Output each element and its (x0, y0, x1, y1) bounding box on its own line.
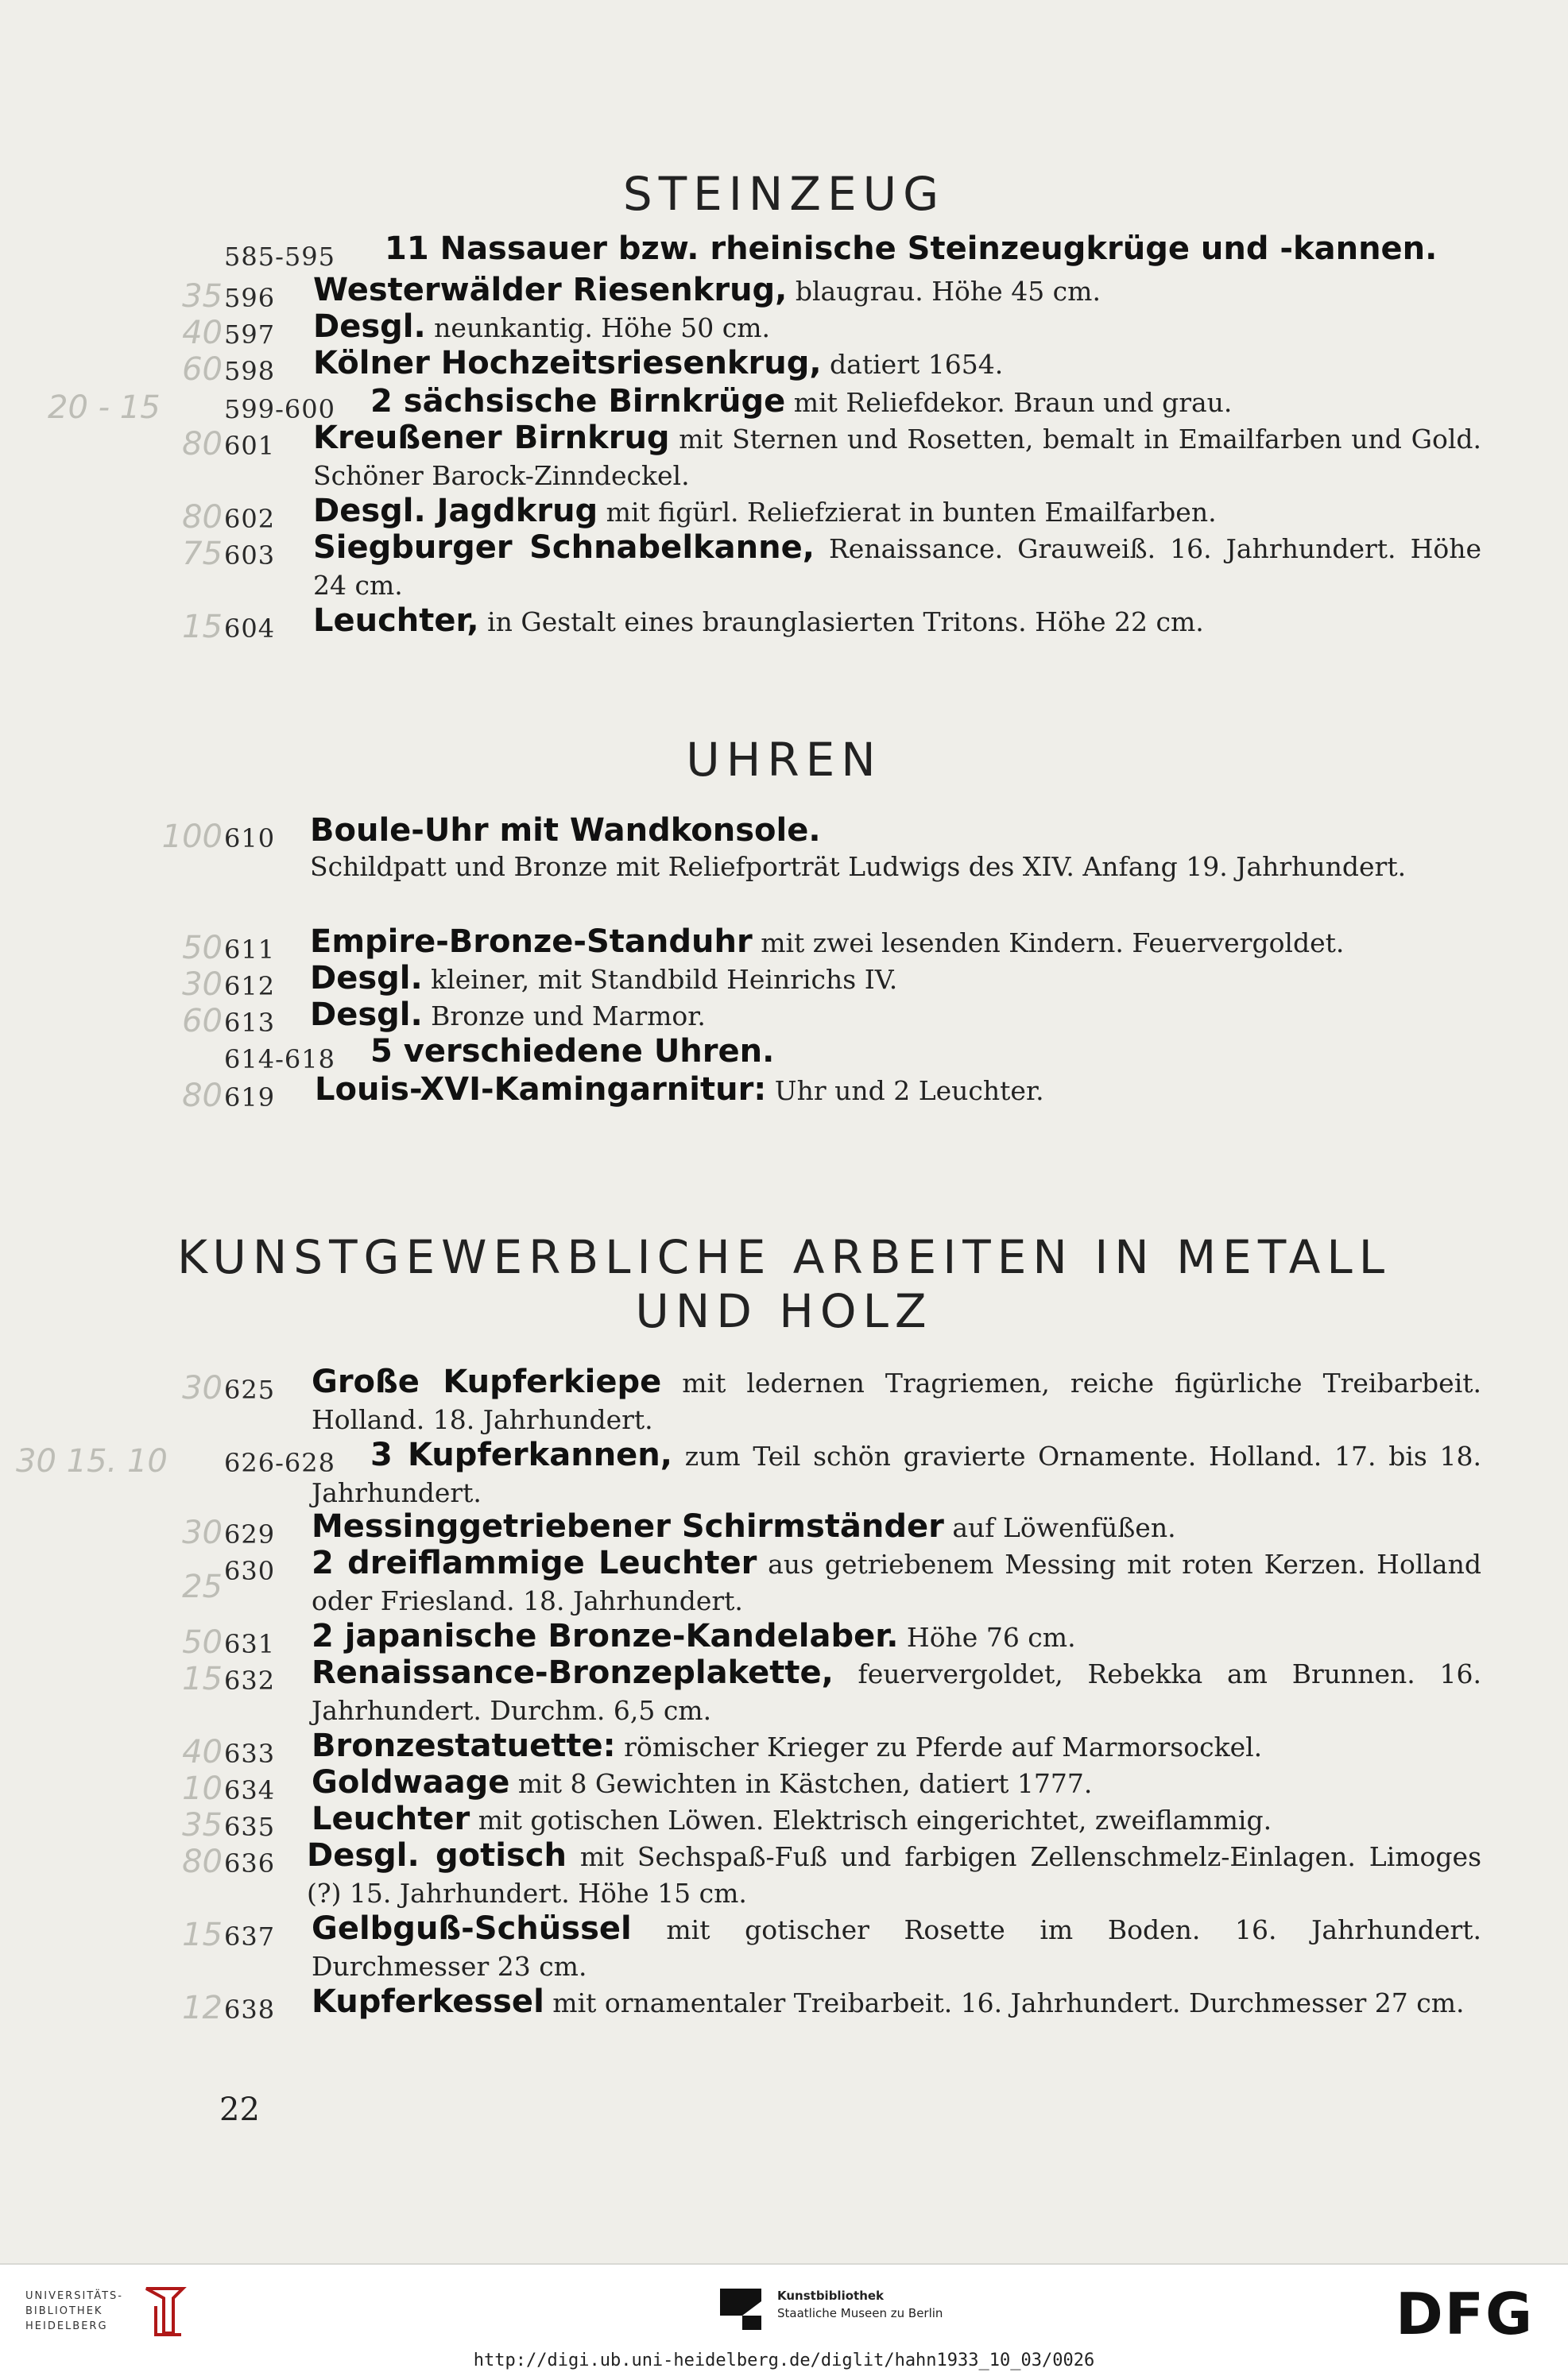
lot-number: 603 (224, 540, 276, 571)
handwritten-price: 50 (182, 1624, 223, 1661)
handwritten-price: 80 (182, 499, 223, 536)
entry-text: Leuchter, in Gestalt eines braunglasierten Tritons. Höhe 22 cm. (313, 602, 1204, 639)
handwritten-price: 80 (182, 1844, 223, 1880)
lot-number: 599-600 (224, 394, 335, 424)
lot-number: 631 (224, 1629, 276, 1659)
entry-text: Goldwaage mit 8 Gewichten in Kästchen, datiert 1777. (312, 1764, 1093, 1801)
entry-text: Westerwälder Riesenkrug, blaugrau. Höhe 45 cm. (313, 272, 1101, 308)
entry-text: Empire-Bronze-Standuhr mit zwei lesenden Kindern. Feuervergoldet. (310, 923, 1345, 960)
handwritten-price: 15 (182, 1661, 223, 1697)
entry-text: Boule-Uhr mit Wandkonsole. Schildpatt und Bronze mit Reliefporträt Ludwigs des XIV. Anfang 19. Jahrhundert. (310, 812, 1407, 882)
handwritten-price: 10 (182, 1770, 223, 1807)
entry-text: Desgl. Bronze und Marmor. (310, 996, 706, 1033)
lot-number: 634 (224, 1775, 276, 1805)
handwritten-price: 35 (182, 1807, 223, 1844)
handwritten-price: 30 (182, 1515, 223, 1551)
lot-number: 638 (224, 1995, 276, 2025)
lot-number: 604 (224, 613, 276, 644)
entry-text: Bronzestatuette: römischer Krieger zu Pferde auf Marmorsockel. (312, 1728, 1263, 1764)
entry-text: Kupferkessel mit ornamentaler Treibarbeit. 16. Jahrhundert. Durchmesser 27 cm. (312, 1983, 1465, 2020)
section-title-metall-line1: KUNSTGEWERBLICHE ARBEITEN IN METALL (176, 1230, 1392, 1284)
handwritten-price: 60 (182, 351, 223, 388)
lot-number: 610 (224, 823, 276, 853)
lot-number: 596 (224, 283, 276, 313)
kunstbibliothek-title: Kunstbibliothek (777, 2289, 885, 2303)
handwritten-price: 100 (161, 818, 223, 855)
handwritten-price: 50 (182, 930, 223, 966)
entry-text: 2 japanische Bronze-Kandelaber. Höhe 76 cm. (312, 1618, 1076, 1654)
handwritten-price: 35 (182, 278, 223, 315)
ub-heidelberg-logo-icon[interactable] (141, 2282, 189, 2339)
lot-number: 625 (224, 1375, 276, 1405)
lot-number: 637 (224, 1921, 276, 1952)
entry-text: Messinggetriebener Schirmständer auf Löwenfüßen. (312, 1508, 1176, 1545)
entry-text: Leuchter mit gotischen Löwen. Elektrisch eingerichtet, zweiflammig. (312, 1801, 1272, 1837)
entry-text: Desgl. Jagdkrug mit figürl. Reliefzierat in bunten Emailfarben. (313, 493, 1217, 529)
handwritten-price: 80 (182, 426, 223, 462)
lot-number: 611 (224, 935, 276, 965)
page-number: 22 (219, 2092, 260, 2128)
kunstbibliothek-label (777, 2287, 943, 2322)
lot-number: 612 (224, 971, 276, 1001)
library-name: UNIVERSITÄTS- BIBLIOTHEK HEIDELBERG (25, 2290, 123, 2332)
handwritten-price: 20 - 15 (48, 389, 161, 426)
lot-number: 602 (224, 504, 276, 534)
lot-number: 633 (224, 1739, 276, 1769)
viewer-footer (0, 2263, 1568, 2376)
handwritten-price: 40 (182, 315, 223, 351)
entry-text: 11 Nassauer bzw. rheinische Steinzeugkrüge und -kannen. (385, 230, 1438, 267)
entry-text: 2 dreiflammige Leuchter aus getriebenem Messing mit roten Kerzen. Holland oder Friesland. 18. Jahrhundert. (312, 1545, 1481, 1616)
lot-number: 597 (224, 319, 276, 350)
handwritten-price: 40 (182, 1734, 223, 1770)
lot-number: 635 (224, 1812, 276, 1842)
handwritten-price: 75 (182, 536, 223, 572)
handwritten-price: 60 (182, 1003, 223, 1039)
entry-text: Siegburger Schnabelkanne, Renaissance. Grauweiß. 16. Jahrhundert. Höhe 24 cm. (313, 529, 1481, 601)
kunstbibliothek-subtitle: Staatliche Museen zu Berlin (777, 2306, 943, 2320)
lot-number: 614-618 (224, 1044, 335, 1074)
entry-text: 3 Kupferkannen, zum Teil schön gravierte Ornamente. Holland. 17. bis 18. Jahrhundert. (312, 1437, 1481, 1508)
entry-text: Desgl. gotisch mit Sechspaß-Fuß und farbigen Zellenschmelz-Einlagen. Limoges (?) 15. Jahrhundert. Höhe 15 cm. (307, 1837, 1482, 1909)
entry-text: Desgl. neunkantig. Höhe 50 cm. (313, 308, 770, 345)
entry-text: Desgl. kleiner, mit Standbild Heinrichs IV. (310, 960, 898, 996)
lot-number: 632 (224, 1666, 276, 1696)
lot-number: 585-595 (224, 242, 335, 272)
lot-number: 613 (224, 1008, 276, 1038)
lot-number: 601 (224, 431, 276, 461)
entry-text: 5 verschiedene Uhren. (370, 1033, 775, 1070)
section-title-uhren: UHREN (686, 733, 882, 787)
entry-text: 2 sächsische Birnkrüge mit Reliefdekor. Braun und grau. (370, 383, 1233, 420)
section-title-steinzeug: STEINZEUG (622, 167, 946, 221)
dfg-logo[interactable]: DFG (1396, 2281, 1535, 2347)
lot-number: 626-628 (224, 1448, 335, 1478)
entry-text: Louis-XVI-Kamingarnitur: Uhr und 2 Leuchter. (315, 1071, 1044, 1108)
section-title-metall-line2: UND HOLZ (635, 1284, 933, 1338)
handwritten-price: 15 (182, 609, 223, 645)
lot-number: 619 (224, 1082, 276, 1113)
document-url[interactable]: http://digi.ub.uni-heidelberg.de/diglit/hahn1933_10_03/0026 (473, 2351, 1095, 2370)
entry-text: Renaissance-Bronzeplakette, feuervergoldet, Rebekka am Brunnen. 16. Jahrhundert. Durchm. 6,5 cm. (312, 1654, 1481, 1726)
lot-number: 598 (224, 356, 276, 386)
handwritten-price: 12 (182, 1990, 223, 2026)
handwritten-price: 80 (182, 1078, 223, 1114)
lot-number: 630 (224, 1556, 276, 1586)
kunstbibliothek-logo-icon[interactable] (715, 2284, 766, 2335)
handwritten-price: 15 (182, 1917, 223, 1953)
lot-number: 636 (224, 1848, 276, 1879)
handwritten-price: 30 (182, 966, 223, 1003)
handwritten-price: 30 15. 10 (16, 1443, 168, 1480)
lot-number: 629 (224, 1519, 276, 1550)
handwritten-price: 25 (182, 1569, 223, 1605)
entry-text: Kölner Hochzeitsriesenkrug, datiert 1654. (313, 345, 1004, 381)
handwritten-price: 30 (182, 1370, 223, 1407)
entry-text: Kreußener Birnkrug mit Sternen und Rosetten, bemalt in Emailfarben und Gold. Schöner Barock-Zinndeckel. (313, 420, 1481, 491)
entry-text: Große Kupferkiepe mit ledernen Tragriemen, reiche figürliche Treibarbeit. Holland. 18. Jahrhundert. (312, 1364, 1481, 1435)
entry-text: Gelbguß-Schüssel mit gotischer Rosette im Boden. 16. Jahrhundert. Durchmesser 23 cm. (312, 1910, 1481, 1982)
